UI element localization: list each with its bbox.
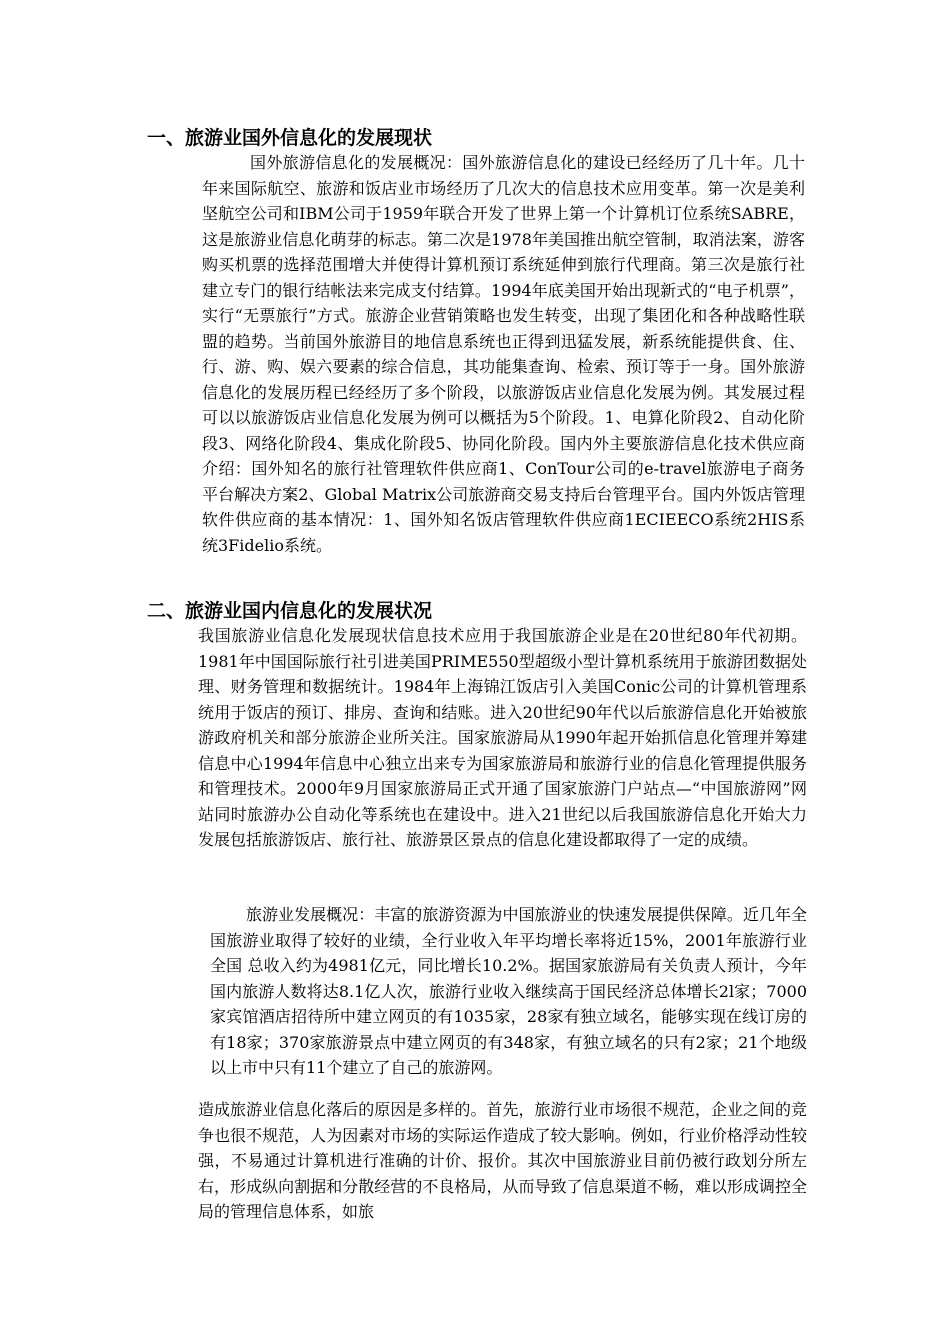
section-heading-foreign: 一、旅游业国外信息化的发展现状: [147, 127, 433, 149]
paragraph-domestic-status: 我国旅游业信息化发展现状信息技术应用于我国旅游企业是在20世纪80年代初期。1981年中国国际旅行社引进美国PRIME550型超级小型计算机系统用于旅游团数据处理、财务管理和数据统计。1984年上海锦江饭店引入美国Conic公司的计算机管理系统用于饭店的预订、排房、查询和结账。进入20世纪90年代以后旅游信息化开始被旅游政府机关和部分旅游企业所关注。国家旅游局从1990年起开始抓信息化管理并筹建信息中心1994年信息中心独立出来专为国家旅游局和旅游行业的信息化管理提供服务和管理技术。2000年9月国家旅游局正式开通了国家旅游门户站点—“中国旅游网”网站同时旅游办公自动化等系统也在建设中。进入21世纪以后我国旅游信息化开始大力发展包括旅游饭店、旅行社、旅游景区景点的信息化建设都取得了一定的成绩。: [198, 626, 807, 849]
paragraph-industry-overview: 旅游业发展概况：丰富的旅游资源为中国旅游业的快速发展提供保障。近几年全国旅游业取得了较好的业绩，全行业收入年平均增长率将近15%，2001年旅游行业全国 总收入约为4981亿元，同比增长10.2%。据国家旅游局有关负责人预计，今年国内旅游人数将达8.1亿人次，旅游行业收入继续高于国民经济总体增长2l家；7000家宾馆酒店招待所中建立网页的有1035家，28家有独立域名，能够实现在线订房的有18家；370家旅游景点中建立网页的有348家，有独立域名的只有2家；21个地级以上市中只有11个建立了自己的旅游网。: [210, 905, 807, 1077]
paragraph-lag-reasons: 造成旅游业信息化落后的原因是多样的。首先，旅游行业市场很不规范，企业之间的竞争也很不规范，人为因素对市场的实际运作造成了较大影响。例如，行业价格浮动性较强，不易通过计算机进行准确的计价、报价。其次中国旅游业目前仍被行政划分所左右，形成纵向割据和分散经营的不良格局，从而导致了信息渠道不畅，难以形成调控全局的管理信息体系，如旅: [198, 1100, 807, 1221]
paragraph-foreign-overview: 国外旅游信息化的发展概况：国外旅游信息化的建设已经经历了几十年。几十年来国际航空、旅游和饭店业市场经历了几次大的信息技术应用变革。第一次是美利坚航空公司和IBM公司于1959年联合开发了世界上第一个计算机订位系统SABRE，这是旅游业信息化萌芽的标志。第二次是1978年美国推出航空管制，取消法案，游客购买机票的选择范围增大并使得计算机预订系统延伸到旅行代理商。第三次是旅行社建立专门的银行结帐法来完成支付结算。1994年底美国开始出现新式的“电子机票”，实行“无票旅行”方式。旅游企业营销策略也发生转变，出现了集团化和各种战略性联盟的趋势。当前国外旅游目的地信息系统也正得到迅猛发展，新系统能提供食、住、行、游、购、娱六要素的综合信息，其功能集查询、检索、预订等于一身。国外旅游信息化的发展历程已经经历了多个阶段，以旅游饭店业信息化发展为例。其发展过程可以以旅游饭店业信息化发展为例可以概括为5个阶段。1、电算化阶段2、自动化阶段3、网络化阶段4、集成化阶段5、协同化阶段。国内外主要旅游信息化技术供应商介绍：国外知名的旅行社管理软件供应商1、ConTour公司的e-travel旅游电子商务平台解决方案2、Global Matrix公司旅游商交易支持后台管理平台。国内外饭店管理软件供应商的基本情况：1、国外知名饭店管理软件供应商1ECIEECO系统2HIS系统3Fidelio系统。: [202, 153, 805, 555]
section-heading-domestic: 二、旅游业国内信息化的发展状况: [147, 600, 433, 622]
